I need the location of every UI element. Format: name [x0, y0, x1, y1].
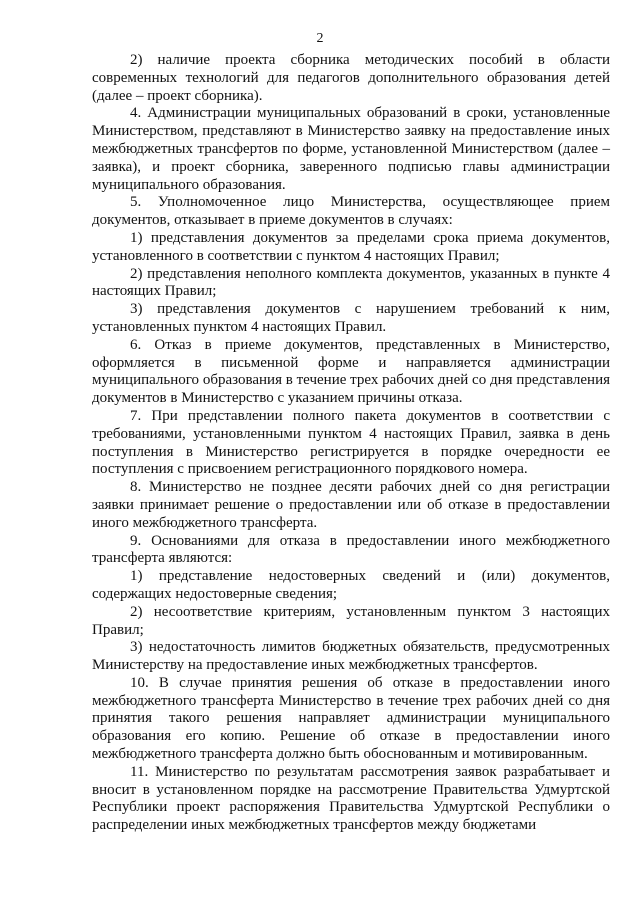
paragraph: 4. Администрации муниципальных образований в сроки, установленные Министерством, представляют в Министерство заявку на предоставление иных межбюджетных трансфертов по форме, установленной Министерством (далее – заявка), и проект сборника, заверенного подписью главы администрации муниципального образования. [92, 105, 610, 193]
paragraph: 1) представление недостоверных сведений и (или) документов, содержащих недостоверные сведения; [92, 568, 610, 602]
paragraph: 3) недостаточность лимитов бюджетных обязательств, предусмотренных Министерству на предоставление иных межбюджетных трансфертов. [92, 639, 610, 674]
paragraph: 3) представления документов с нарушением требований к ним, установленных пунктом 4 настоящих Правил. [92, 301, 610, 335]
page-number: 2 [316, 31, 324, 46]
paragraph: 7. При представлении полного пакета документов в соответствии с требованиями, установленными пунктом 4 настоящих Правил, заявка в день поступления в Министерство регистрируется в порядке очередности ее поступления с присвоением регистрационного порядкового номера. [92, 407, 610, 478]
paragraph: 2) несоответствие критериям, установленным пунктом 3 настоящих Правил; [92, 603, 610, 638]
paragraph: 8. Министерство не позднее десяти рабочих дней со дня регистрации заявки принимает решение о предоставлении или об отказе в предоставлении иного межбюджетного трансферта. [92, 479, 610, 531]
paragraph: 10. В случае принятия решения об отказе в предоставлении иного межбюджетного трансферта Министерство в течение трех рабочих дней со дня принятия такого решения направляет администрации муниципального образования его копию. Решение об отказе в предоставлении иного межбюджетного трансферта должно быть обоснованным и мотивированным. [92, 674, 610, 763]
paragraph: 2) представления неполного комплекта документов, указанных в пункте 4 настоящих Правил; [92, 265, 610, 300]
paragraph: 2) наличие проекта сборника методических пособий в области современных технологий для педагогов дополнительного образования детей (далее – проект сборника). [92, 52, 610, 104]
paragraph: 9. Основаниями для отказа в предоставлении иного межбюджетного трансферта являются: [92, 532, 610, 567]
paragraph: 11. Министерство по результатам рассмотрения заявок разрабатывает и вносит в установленном порядке на рассмотрение Правительства Удмуртской Республики проект распоряжения Правительства Удмуртской Республики о распределении иных межбюджетных трансфертов между бюджетами [92, 763, 610, 834]
paragraph: 1) представления документов за пределами срока приема документов, установленного в соответствии с пунктом 4 настоящих Правил; [92, 229, 610, 264]
paragraph: 6. Отказ в приеме документов, представленных в Министерство, оформляется в письменной форме и направляется администрации муниципального образования в течение трех рабочих дней со дня представления документов в Министерство с указанием причины отказа. [92, 336, 610, 407]
document-body [92, 52, 610, 835]
paragraph: 5. Уполномоченное лицо Министерства, осуществляющее прием документов, отказывает в приеме документов в случаях: [92, 194, 610, 229]
